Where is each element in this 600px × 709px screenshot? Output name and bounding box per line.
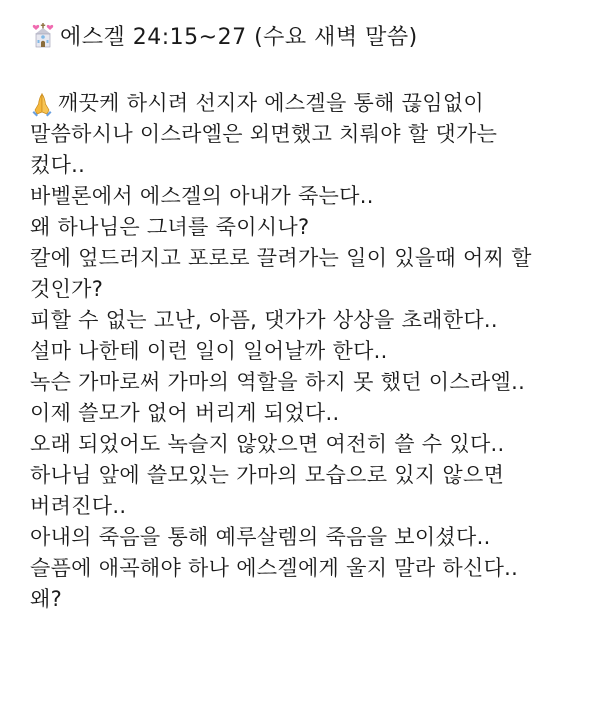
praying-hands-icon	[30, 91, 54, 117]
text-line: 버려진다..	[30, 494, 127, 518]
text-line: 왜?	[30, 587, 63, 611]
text-line	[30, 88, 590, 119]
text-line: 말씀하시나 이스라엘은 외면했고 치뤄야 할 댓가는	[30, 122, 498, 146]
text-line: 컸다..	[30, 153, 86, 177]
text-line: 이제 쓸모가 없어 버리게 되었다..	[30, 401, 340, 425]
text-line: 녹슨 가마로써 가마의 역할을 하지 못 했던 이스라엘..	[30, 370, 526, 394]
text-line: 하나님 앞에 쓸모있는 가마의 모습으로 있지 않으면	[30, 463, 505, 487]
memo-body	[30, 88, 590, 615]
text-line: 설마 나한테 이런 일이 일어날까 한다..	[30, 339, 388, 363]
text-line: 오래 되었어도 녹슬지 않았으면 여전히 쓸 수 있다..	[30, 432, 505, 456]
wedding-church-icon	[30, 22, 56, 48]
title-row	[30, 18, 418, 52]
text-line: 아내의 죽음을 통해 예루살렘의 죽음을 보이셨다..	[30, 525, 491, 549]
text-line: 칼에 엎드러지고 포로로 끌려가는 일이 있을때 어찌 할	[30, 246, 532, 270]
text-line: 것인가?	[30, 277, 104, 301]
text-line: 슬픔에 애곡해야 하나 에스겔에게 울지 말라 하신다..	[30, 556, 519, 580]
text-line: 바벨론에서 에스겔의 아내가 죽는다..	[30, 184, 374, 208]
page-title: 에스겔 24:15~27 (수요 새벽 말씀)	[60, 24, 418, 50]
text-line: 피할 수 없는 고난, 아픔, 댓가가 상상을 초래한다..	[30, 308, 498, 332]
text-line: 왜 하나님은 그녀를 죽이시나?	[30, 215, 310, 239]
text-line-content: 깨끗케 하시려 선지자 에스겔을 통해 끊임없이	[58, 91, 485, 115]
